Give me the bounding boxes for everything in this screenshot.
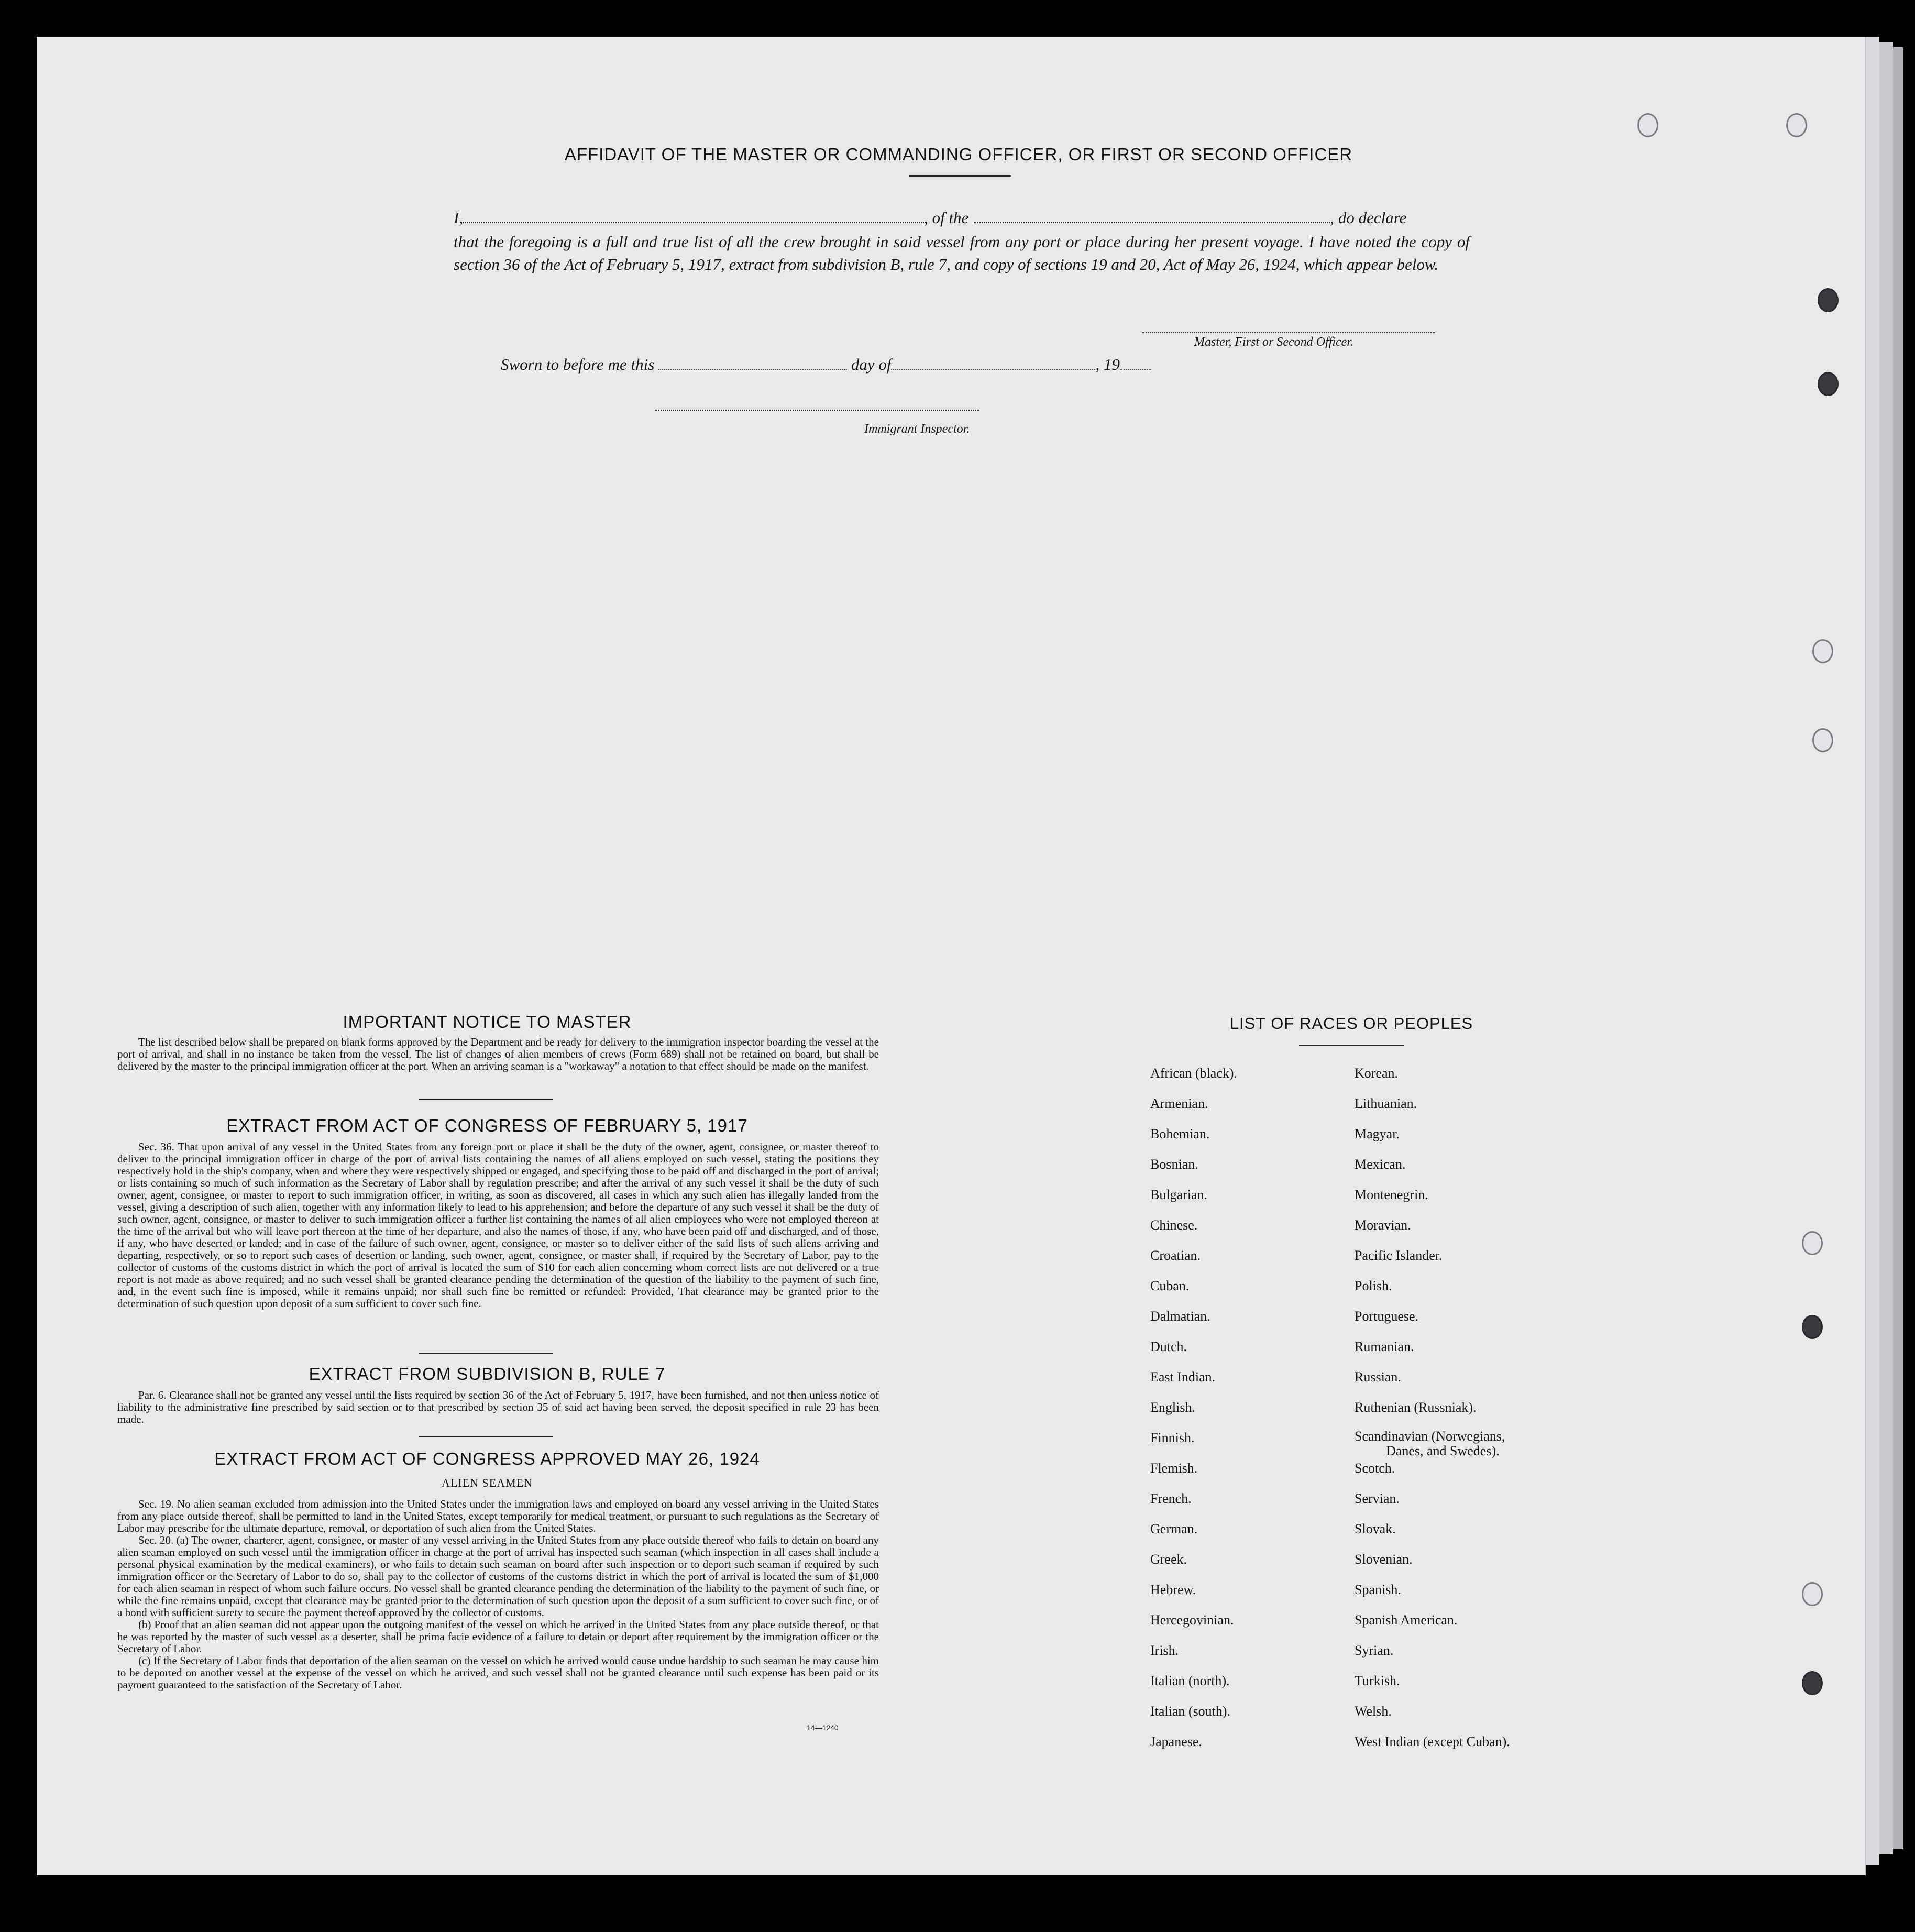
race-item: Korean. [1355,1066,1399,1081]
binder-hole-icon [1802,1315,1823,1339]
alien-seamen-subtitle: ALIEN SEAMEN [442,1476,533,1489]
race-item: Italian (south). [1150,1704,1231,1719]
sworn-day-field[interactable] [658,369,847,370]
page-edge [1865,37,1879,1865]
binder-hole-icon [1802,1671,1823,1695]
race-item: Japanese. [1150,1734,1202,1749]
race-item: Armenian. [1150,1096,1208,1111]
sworn-month-field[interactable] [891,369,1095,370]
race-item: Bulgarian. [1150,1187,1208,1202]
race-item: Pacific Islander. [1355,1248,1443,1263]
race-item: West Indian (except Cuban). [1355,1734,1510,1749]
race-item: Scotch. [1355,1461,1395,1476]
form-number: 14—1240 [807,1724,839,1732]
binder-hole-icon [1812,728,1833,752]
affidavit-body: that the foregoing is a full and true list of all the crew brought in said vessel from any port or place during her present voyage. I have noted the copy of section 36 of the Act of February 5, 1917, extract from subdivision B, rule 7, and copy of sections 19 and 20, Act of May 26, 1924, which appear below. [454,233,1470,273]
rule-7-body [117,1389,879,1425]
race-item: Rumanian. [1355,1339,1414,1354]
race-item: Slovak. [1355,1521,1396,1536]
binder-hole-icon [1786,113,1807,137]
section-36-text: Sec. 36. That upon arrival of any vessel in the United States from any foreign port or place it shall be the duty of the owner, agent, consignee, or master thereof to deliver to the principal immigration officer in charge of the port of arrival lists containing the names of all aliens employed on such vessel, stating the positions they respectively hold in the ship's company, when and where they were respectively shipped or engaged, and specifying those to be paid off and discharged in the port of arrival; or lists containing so much of such information as the Secretary of Labor shall by regulation prescribe; and after the arrival of any such vessel it shall be the duty of such owner, agent, consignee, or master to report to such immigration officer, in writing, as soon as discovered, all cases in which any such alien has illegally landed from the vessel, giving a description of such alien, together with any information likely to lead to his apprehension; and before the departure of any such vessel it shall be the duty of such owner, agent, consignee, or master to deliver to such immigration officer a further list containing the names of all alien employees who were not employed thereon at the time of the arrival but who will leave port thereon at the time of her departure, and also the names of those, if any, who have been paid off and discharged, and of those, if any, who have deserted or landed; and in case of the failure of such owner, agent, consignee, or master so to deliver either of the said lists of such aliens arriving and departing, respectively, or so to report such cases of desertion or landing, such owner, agent, consignee, or master shall, if required by the Secretary of Labor, pay to the collector of customs of the customs district in which the port of arrival is located the sum of $10 for each alien concerning whom correct lists are not delivered or a true report is not made as above required; and no such vessel shall be granted clearance pending the determination of the question of the liability to the payment of such fine, and, in the event such fine is imposed, while it remains unpaid; nor shall such fine be remitted or refunded: Provided, That clearance may be granted prior to the determination of such question upon deposit of a sum sufficient to cover such fine. [117,1140,879,1310]
of-the-label: , of the [924,208,969,227]
divider [909,175,1011,177]
extract-1924-body [117,1498,879,1691]
divider [419,1353,553,1354]
sworn-label: Sworn to before me this [501,355,655,374]
notice-title: IMPORTANT NOTICE TO MASTER [343,1012,632,1031]
day-of-label: day of [851,355,892,374]
race-item: French. [1150,1491,1192,1506]
master-signature-label: Master, First or Second Officer. [1194,335,1353,349]
affidavit-title: AFFIDAVIT OF THE MASTER OR COMMANDING OFFICER, OR FIRST OR SECOND OFFICER [564,145,1353,164]
race-item: Croatian. [1150,1248,1201,1263]
binder-hole-icon [1818,372,1839,396]
race-item: Flemish. [1150,1461,1198,1476]
rule-7-title: EXTRACT FROM SUBDIVISION B, RULE 7 [309,1364,666,1384]
race-item: German. [1150,1521,1198,1536]
binder-hole-icon [1818,288,1839,312]
race-item: English. [1150,1400,1195,1415]
section-20b-text: (b) Proof that an alien seaman did not appear upon the outgoing manifest of the vessel on which he arrived in the United States from any place outside thereof, or that he was reported by the master of such vessel as a deserter, shall be prima facie evidence of a failure to detain or deport after requirement by the immigration officer or the Secretary of Labor. [117,1618,879,1655]
race-item: Hercegovinian. [1150,1612,1234,1628]
races-column-2 [1355,1058,1595,1757]
divider [419,1099,553,1100]
race-item: Servian. [1355,1491,1400,1506]
race-item: Irish. [1150,1643,1179,1658]
inspector-signature-field[interactable] [655,410,979,411]
race-item: Slovenian. [1355,1552,1413,1567]
binder-hole-icon [1802,1231,1823,1255]
vessel-name-field[interactable] [974,222,1330,223]
race-item: Dutch. [1150,1339,1187,1354]
binder-hole-icon [1802,1582,1823,1606]
race-item: Mexican. [1355,1157,1406,1172]
race-item: Turkish. [1355,1673,1400,1688]
race-item: Spanish American. [1355,1612,1458,1628]
page-edge [1879,42,1893,1854]
i-label: I, [454,208,464,227]
divider [419,1436,553,1437]
section-20a-text: Sec. 20. (a) The owner, charterer, agent, consignee, or master of any vessel arriving in the United States from any place outside thereof who fails to detain on board any alien seaman employed on such vessel until the immigration officer in charge at the port of arrival has inspected such seaman (which inspection in all cases shall include a personal physical examination by the medical examiners), or who fails to detain such seaman on board after such inspection or to deport such seaman if required by such immigration officer or the Secretary of Labor to do so, shall pay to the collector of customs of the customs district in which the port of arrival is located the sum of $1,000 for each alien seaman in respect of whom such failure occurs. No vessel shall be granted clearance pending the determination of the liability to the payment of such fine, or while the fine remains unpaid, except that clearance may be granted prior to the determination of such question upon the deposit of a sum sufficient to cover such fine, or of a bond with sufficient surety to secure the payment thereof approved by the collector of customs. [117,1534,879,1619]
inspector-signature-label: Immigrant Inspector. [864,422,970,436]
notice-text: The list described below shall be prepared on blank forms approved by the Department and be ready for delivery to the immigration inspector boarding the vessel at the port of arrival, and shall in no instance be taken from the vessel. The list of changes of alien members of crews (Form 689) shall not be retained on board, but shall be delivered by the master to the principal immigration officer at the port. When an arriving seaman is a "workaway" a notation to that effect should be made on the manifest. [117,1036,879,1072]
race-item: Russian. [1355,1369,1401,1385]
race-item: Bohemian. [1150,1126,1210,1141]
page-edge [1893,47,1903,1849]
affidavit-declaration-line [454,206,1470,229]
section-20c-text: (c) If the Secretary of Labor finds that deportation of the alien seaman on the vessel on which he arrived would cause undue hardship to such seaman he may cause him to be deported on another vessel at the expense of the vessel on which he arrived, and such vessel shall not be granted clearance until such expense has been paid or its payment guaranteed to the satisfaction of the Secretary of Labor. [117,1654,879,1691]
extract-1917-body [117,1141,879,1310]
notice-body [117,1036,879,1072]
divider [1299,1045,1404,1046]
race-item: Cuban. [1150,1278,1190,1293]
race-item: East Indian. [1150,1369,1216,1385]
race-item: Welsh. [1355,1704,1392,1719]
race-item: Bosnian. [1150,1157,1198,1172]
paragraph-6-text: Par. 6. Clearance shall not be granted any vessel until the lists required by section 36 of the Act of February 5, 1917, have been furnished, and not then unless notice of liability to the administrative fine prescribed by said section or to that prescribed by section 35 of said act having been served, the deposit specified in rule 23 has been made. [117,1389,879,1425]
races-title: LIST OF RACES OR PEOPLES [1229,1014,1473,1033]
race-item: Lithuanian. [1355,1096,1417,1111]
race-item: Montenegrin. [1355,1187,1428,1202]
race-item: Portuguese. [1355,1309,1419,1324]
race-item: Hebrew. [1150,1582,1196,1597]
race-item: Finnish. [1150,1430,1195,1445]
master-signature-field[interactable] [1142,332,1435,334]
master-name-field[interactable] [463,222,924,223]
sworn-year-field[interactable] [1120,369,1151,370]
race-item: Italian (north). [1150,1673,1230,1688]
do-declare-label: , do declare [1330,208,1407,227]
race-item-continuation: Danes, and Swedes). [1386,1443,1500,1458]
race-item: Greek. [1150,1552,1187,1567]
race-item: Scandinavian (Norwegians, Danes, and Swedes). [1355,1423,1595,1453]
race-item: Magyar. [1355,1126,1400,1141]
race-item: Ruthenian (Russniak). [1355,1400,1477,1415]
race-item: African (black). [1150,1066,1238,1081]
year-label: , 19 [1095,355,1120,374]
race-item: Dalmatian. [1150,1309,1210,1324]
race-item: Spanish. [1355,1582,1401,1597]
race-item: Syrian. [1355,1643,1394,1658]
race-item: Moravian. [1355,1217,1411,1233]
sworn-line [501,353,1151,376]
section-19-text: Sec. 19. No alien seaman excluded from admission into the United States under the immigration laws and employed on board any vessel arriving in the United States from any place outside thereof, shall be permitted to land in the United States, except temporarily for medical treatment, or pursuant to such regulations as the Secretary of Labor may prescribe for the ultimate departure, removal, or deportation of such alien from the United States. [117,1498,879,1534]
binder-hole-icon [1812,639,1833,663]
extract-1917-title: EXTRACT FROM ACT OF CONGRESS OF FEBRUARY 5, 1917 [226,1116,748,1135]
races-column-1 [1150,1058,1339,1757]
extract-1924-title: EXTRACT FROM ACT OF CONGRESS APPROVED MAY 26, 1924 [214,1449,760,1468]
race-item: Chinese. [1150,1217,1198,1233]
race-item: Polish. [1355,1278,1392,1293]
binder-hole-icon [1637,113,1658,137]
